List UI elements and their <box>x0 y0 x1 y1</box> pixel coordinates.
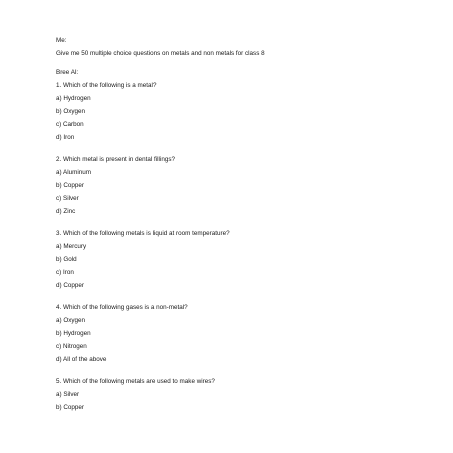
question-4 <box>56 304 436 364</box>
question-5 <box>56 378 436 412</box>
chat-transcript <box>56 37 436 412</box>
user-label: Me: <box>56 37 67 44</box>
option-b: b) Copper <box>56 404 85 411</box>
option-c: c) Iron <box>56 269 74 276</box>
question-text: 2. Which metal is present in dental fillings? <box>56 156 175 163</box>
option-a: a) Silver <box>56 391 80 398</box>
option-d: d) Iron <box>56 134 75 141</box>
option-b: b) Gold <box>56 256 77 263</box>
question-text: 3. Which of the following metals is liquid at room temperature? <box>56 230 230 237</box>
question-3 <box>56 230 436 290</box>
option-d: d) Copper <box>56 282 85 289</box>
ai-label: Bree AI: <box>56 69 79 76</box>
question-text: 1. Which of the following is a metal? <box>56 82 157 89</box>
option-c: c) Silver <box>56 195 79 202</box>
option-a: a) Mercury <box>56 243 87 250</box>
option-d: d) Zinc <box>56 208 76 215</box>
user-message: Give me 50 multiple choice questions on metals and non metals for class 8 <box>56 50 265 57</box>
question-text: 4. Which of the following gases is a non-metal? <box>56 304 188 311</box>
option-b: b) Hydrogen <box>56 330 91 337</box>
option-b: b) Copper <box>56 182 85 189</box>
option-a: a) Oxygen <box>56 317 86 324</box>
question-text: 5. Which of the following metals are used to make wires? <box>56 378 215 385</box>
option-a: a) Hydrogen <box>56 95 91 102</box>
option-b: b) Oxygen <box>56 108 86 115</box>
question-2 <box>56 156 436 216</box>
option-c: c) Nitrogen <box>56 343 87 350</box>
option-d: d) All of the above <box>56 356 107 363</box>
option-c: c) Carbon <box>56 121 84 128</box>
option-a: a) Aluminum <box>56 169 91 176</box>
question-1 <box>56 82 436 142</box>
